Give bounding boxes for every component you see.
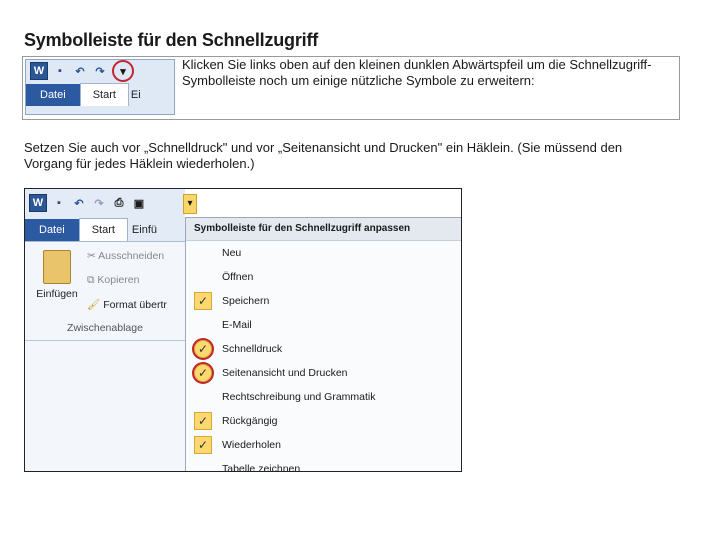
menu-item-label: Rechtschreibung und Grammatik	[222, 391, 376, 403]
large-screenshot	[24, 188, 462, 472]
tab-einfuegen[interactable]: Einfü	[131, 224, 157, 236]
menu-item[interactable]	[186, 409, 462, 433]
menu-item[interactable]	[186, 385, 462, 409]
page-heading: Symbolleiste für den Schnellzugriff	[24, 30, 319, 50]
scissors-icon: ✂	[87, 250, 96, 262]
checkmark-icon: ✓	[194, 412, 212, 430]
customize-dropdown-icon[interactable]: ▾	[112, 60, 134, 82]
paste-button[interactable]	[29, 250, 85, 314]
menu-item-label: Speichern	[222, 295, 270, 307]
save-icon[interactable]: ▪	[57, 197, 61, 209]
menu-title: Symbolleiste für den Schnellzugriff anpassen	[186, 218, 462, 241]
word-logo-icon: W	[29, 194, 47, 212]
tab-start[interactable]: Start	[79, 218, 128, 241]
ribbon-divider	[25, 340, 185, 341]
paste-label: Einfügen	[36, 288, 78, 300]
cut-label: Ausschneiden	[98, 250, 165, 262]
empty-check-slot	[194, 244, 210, 260]
word-logo-icon: W	[30, 62, 48, 80]
format-painter-button[interactable]	[87, 298, 167, 311]
tab-datei[interactable]: Datei	[25, 219, 79, 241]
intro-text: Klicken Sie links oben auf den kleinen dunklen Abwärtspfeil um die Schnellzugriff-Symbolleiste noch um einige nützliche Symbole zu erweitern:	[182, 57, 652, 88]
undo-icon[interactable]: ↶	[75, 65, 85, 78]
menu-item[interactable]	[186, 265, 462, 289]
small-ribbon-tabs	[26, 82, 174, 106]
menu-item-label: Rückgängig	[222, 415, 278, 427]
menu-item-label: Tabelle zeichnen	[222, 463, 301, 472]
checkmark-icon: ✓	[194, 364, 212, 382]
clipboard-icon	[43, 250, 71, 284]
empty-check-slot	[194, 388, 210, 404]
menu-item-label: Wiederholen	[222, 439, 281, 451]
checkmark-icon: ✓	[194, 436, 212, 454]
tab-einfuegen[interactable]: Ei	[130, 89, 141, 101]
tab-datei[interactable]: Datei	[26, 84, 80, 106]
redo-icon[interactable]: ↷	[95, 65, 105, 78]
menu-item-label: Schnelldruck	[222, 343, 283, 355]
cut-button[interactable]	[87, 250, 164, 262]
menu-item-label: Seitenansicht und Drucken	[222, 367, 348, 379]
ribbon-body	[25, 241, 185, 471]
checkmark-icon: ✓	[194, 340, 212, 358]
format-label: Format übertr	[103, 299, 167, 311]
group-label: Zwischenablage	[67, 322, 143, 334]
menu-item[interactable]	[186, 337, 462, 361]
menu-items	[186, 241, 462, 472]
small-ribbon-screenshot	[25, 59, 175, 115]
menu-item-label: E-Mail	[222, 319, 252, 331]
customize-menu	[185, 217, 462, 472]
menu-item-label: Öffnen	[222, 271, 254, 283]
customize-dropdown-icon[interactable]: ▾	[183, 194, 197, 214]
undo-icon[interactable]: ↶	[74, 197, 84, 210]
large-quick-access-toolbar	[25, 189, 185, 217]
print-icon[interactable]: ⎙	[114, 196, 124, 209]
print-preview-icon[interactable]: ▣	[133, 197, 145, 210]
large-ribbon-tabs	[25, 217, 185, 241]
tab-start[interactable]: Start	[80, 83, 129, 106]
redo-icon[interactable]: ↷	[94, 197, 104, 210]
empty-check-slot	[194, 460, 210, 472]
empty-check-slot	[194, 268, 210, 284]
copy-label: Kopieren	[97, 274, 140, 286]
menu-item[interactable]	[186, 313, 462, 337]
brush-icon: 🖌	[87, 299, 101, 311]
copy-button[interactable]	[87, 274, 139, 287]
menu-item[interactable]	[186, 433, 462, 457]
copy-icon: ⧉	[87, 274, 95, 286]
menu-item[interactable]	[186, 241, 462, 265]
large-ribbon	[25, 189, 185, 471]
empty-check-slot	[194, 316, 210, 332]
instruction-text: Setzen Sie auch vor „Schnelldruck" und vor „Seitenansicht und Drucken" ein Häklein. (Sie müssend den Vorgang für jedes Häklein wiederholen.)	[24, 140, 623, 171]
menu-item[interactable]	[186, 289, 462, 313]
menu-item[interactable]	[186, 457, 462, 472]
menu-item[interactable]	[186, 361, 462, 385]
menu-item-label: Neu	[222, 247, 242, 259]
quick-access-toolbar	[26, 60, 174, 82]
save-icon[interactable]: ▪	[58, 65, 62, 77]
checkmark-icon: ✓	[194, 292, 212, 310]
